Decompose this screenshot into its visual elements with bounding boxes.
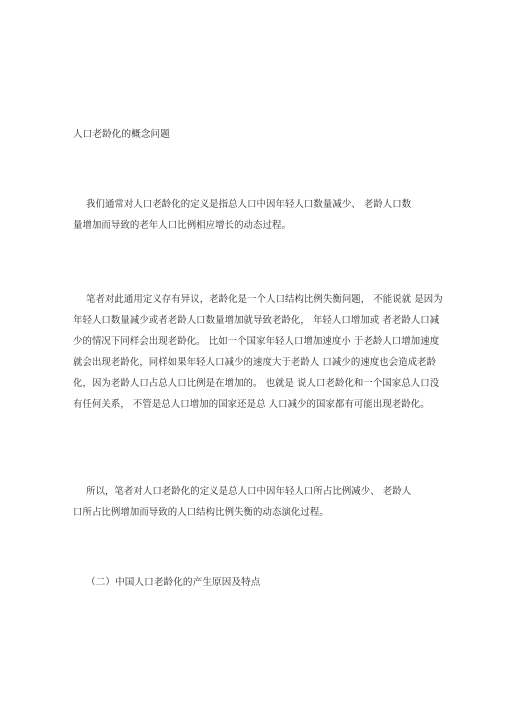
section-heading: （二）中国人口老龄化的产生原因及特点 bbox=[86, 577, 261, 588]
paragraph-1-line-1: 我们通常对人口老龄化的定义是指总人口中因年轻人口数量减少、 老龄人口数 bbox=[86, 199, 412, 210]
paragraph-2-line-4: 就会出现老龄化，同样如果年轻人口减少的速度大于老龄人 口减少的速度也会造成老龄 bbox=[73, 357, 437, 368]
paragraph-2-line-2: 年轻人口数量减少或者老龄人口数量增加就导致老龄化， 年轻人口增加或 者老龄人口减 bbox=[73, 315, 440, 326]
paragraph-2-line-3: 少的情况下同样会出现老龄化。 比如一个国家年轻人口增加速度小 于老龄人口增加速度 bbox=[73, 336, 440, 347]
paragraph-2-line-6: 有任何关系， 不管是总人口增加的国家还是总 人口减少的国家都有可能出现老龄化。 bbox=[73, 399, 430, 410]
heading: 人口老龄化的概念问题 bbox=[73, 129, 170, 140]
paragraph-1-line-2: 量增加而导致的老年人口比例相应增长的动态过程。 bbox=[73, 220, 291, 231]
paragraph-3-line-2: 口所占比例增加而导致的人口结构比例失衡的动态演化过程。 bbox=[73, 507, 329, 518]
paragraph-2-line-1: 笔者对此通用定义存有异议，老龄化是一个人口结构比例失衡问题， 不能说就 是因为 bbox=[86, 294, 443, 305]
paragraph-3-line-1: 所以，笔者对人口老龄化的定义是总人口中因年轻人口所占比例减少、 老龄人 bbox=[86, 486, 412, 497]
paragraph-2-line-5: 化，因为老龄人口占总人口比例是在增加的。 也就是 说人口老龄化和一个国家总人口没 bbox=[73, 378, 440, 389]
